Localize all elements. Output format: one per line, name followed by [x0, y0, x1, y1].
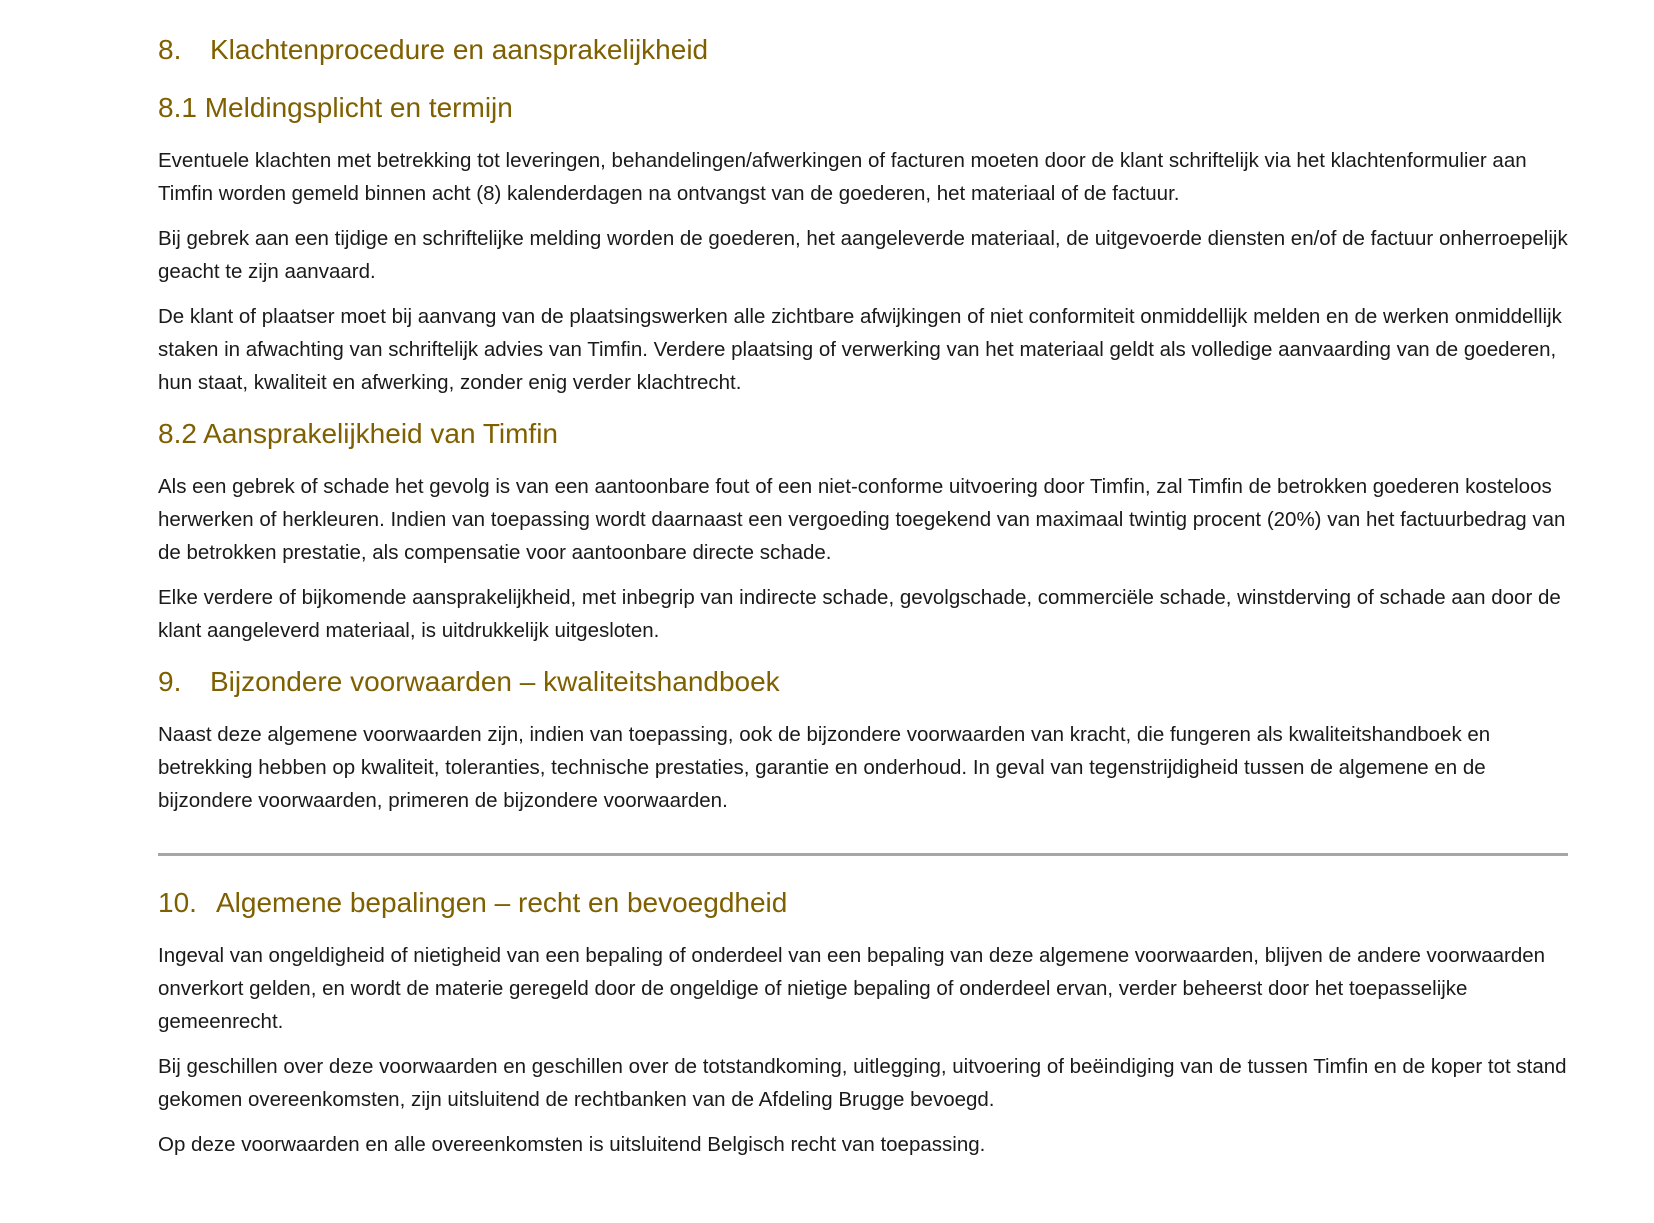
- paragraph: De klant of plaatser moet bij aanvang van de plaatsingswerken alle zichtbare afwijkingen of niet conformiteit onmiddellijk melden en de werken onmiddellijk staken in afwachting van schriftelijk advies van Timfin. Verdere plaatsing of verwerking van het materiaal geldt als volledige aanvaarding van de goederen, hun staat, kwaliteit en afwerking, zonder enig verder klachtrecht.: [158, 305, 1562, 394]
- section-number: 10.: [158, 887, 197, 918]
- section-8-heading: [158, 31, 1568, 69]
- paragraph: Bij geschillen over deze voorwaarden en geschillen over de totstandkoming, uitlegging, uitvoering of beëindiging van de tussen Timfin en de koper tot stand gekomen overeenkomsten, zijn uitsluitend de rechtbanken van de Afdeling Brugge bevoegd.: [158, 1055, 1567, 1111]
- paragraph: Elke verdere of bijkomende aansprakelijkheid, met inbegrip van indirecte schade, gevolgschade, commerciële schade, winstderving of schade aan door de klant aangeleverd materiaal, is uitdrukkelijk uitgesloten.: [158, 586, 1561, 642]
- section-9-heading: [158, 663, 1568, 701]
- section-title: Algemene bepalingen – recht en bevoegdheid: [216, 887, 788, 918]
- paragraph: Eventuele klachten met betrekking tot leveringen, behandelingen/afwerkingen of facturen moeten door de klant schriftelijk via het klachtenformulier aan Timfin worden gemeld binnen acht (8) kalenderdagen na ontvangst van de goederen, het materiaal of de factuur.: [158, 149, 1527, 205]
- section-title: Bijzondere voorwaarden – kwaliteitshandboek: [210, 666, 780, 697]
- section-title: Klachtenprocedure en aansprakelijkheid: [210, 34, 709, 65]
- paragraph: Bij gebrek aan een tijdige en schriftelijke melding worden de goederen, het aangeleverde materiaal, de uitgevoerde diensten en/of de factuur onherroepelijk geacht te zijn aanvaard.: [158, 227, 1568, 283]
- document-page: [158, 30, 1568, 1161]
- paragraph: Ingeval van ongeldigheid of nietigheid van een bepaling of onderdeel van een bepaling van deze algemene voorwaarden, blijven de andere voorwaarden onverkort gelden, en wordt de materie geregeld door de ongeldige of nietige bepaling of onderdeel ervan, verder beheerst door het toepasselijke gemeenrecht.: [158, 944, 1546, 1033]
- paragraph: Op deze voorwaarden en alle overeenkomsten is uitsluitend Belgisch recht van toepassing.: [158, 1133, 986, 1156]
- paragraph: Naast deze algemene voorwaarden zijn, indien van toepassing, ook de bijzondere voorwaarden van kracht, die fungeren als kwaliteitshandboek en betrekking hebben op kwaliteit, toleranties, technische prestaties, garantie en onderhoud. In geval van tegenstrijdigheid tussen de algemene en de bijzondere voorwaarden, primeren de bijzondere voorwaarden.: [158, 723, 1491, 812]
- paragraph: Als een gebrek of schade het gevolg is van een aantoonbare fout of een niet-conforme uitvoering door Timfin, zal Timfin de betrokken goederen kosteloos herwerken of herkleuren. Indien van toepassing wordt daarnaast een vergoeding toegekend van maximaal twintig procent (20%) van het factuurbedrag van de betrokken prestatie, als compensatie voor aantoonbare directe schade.: [158, 475, 1566, 564]
- section-10-heading: [158, 884, 1568, 922]
- subsection-8-2-heading: 8.2 Aansprakelijkheid van Timfin: [158, 418, 558, 449]
- horizontal-divider: [158, 853, 1568, 856]
- section-number: 8.: [158, 34, 182, 65]
- section-number: 9.: [158, 666, 182, 697]
- subsection-8-1-heading: 8.1 Meldingsplicht en termijn: [158, 92, 513, 123]
